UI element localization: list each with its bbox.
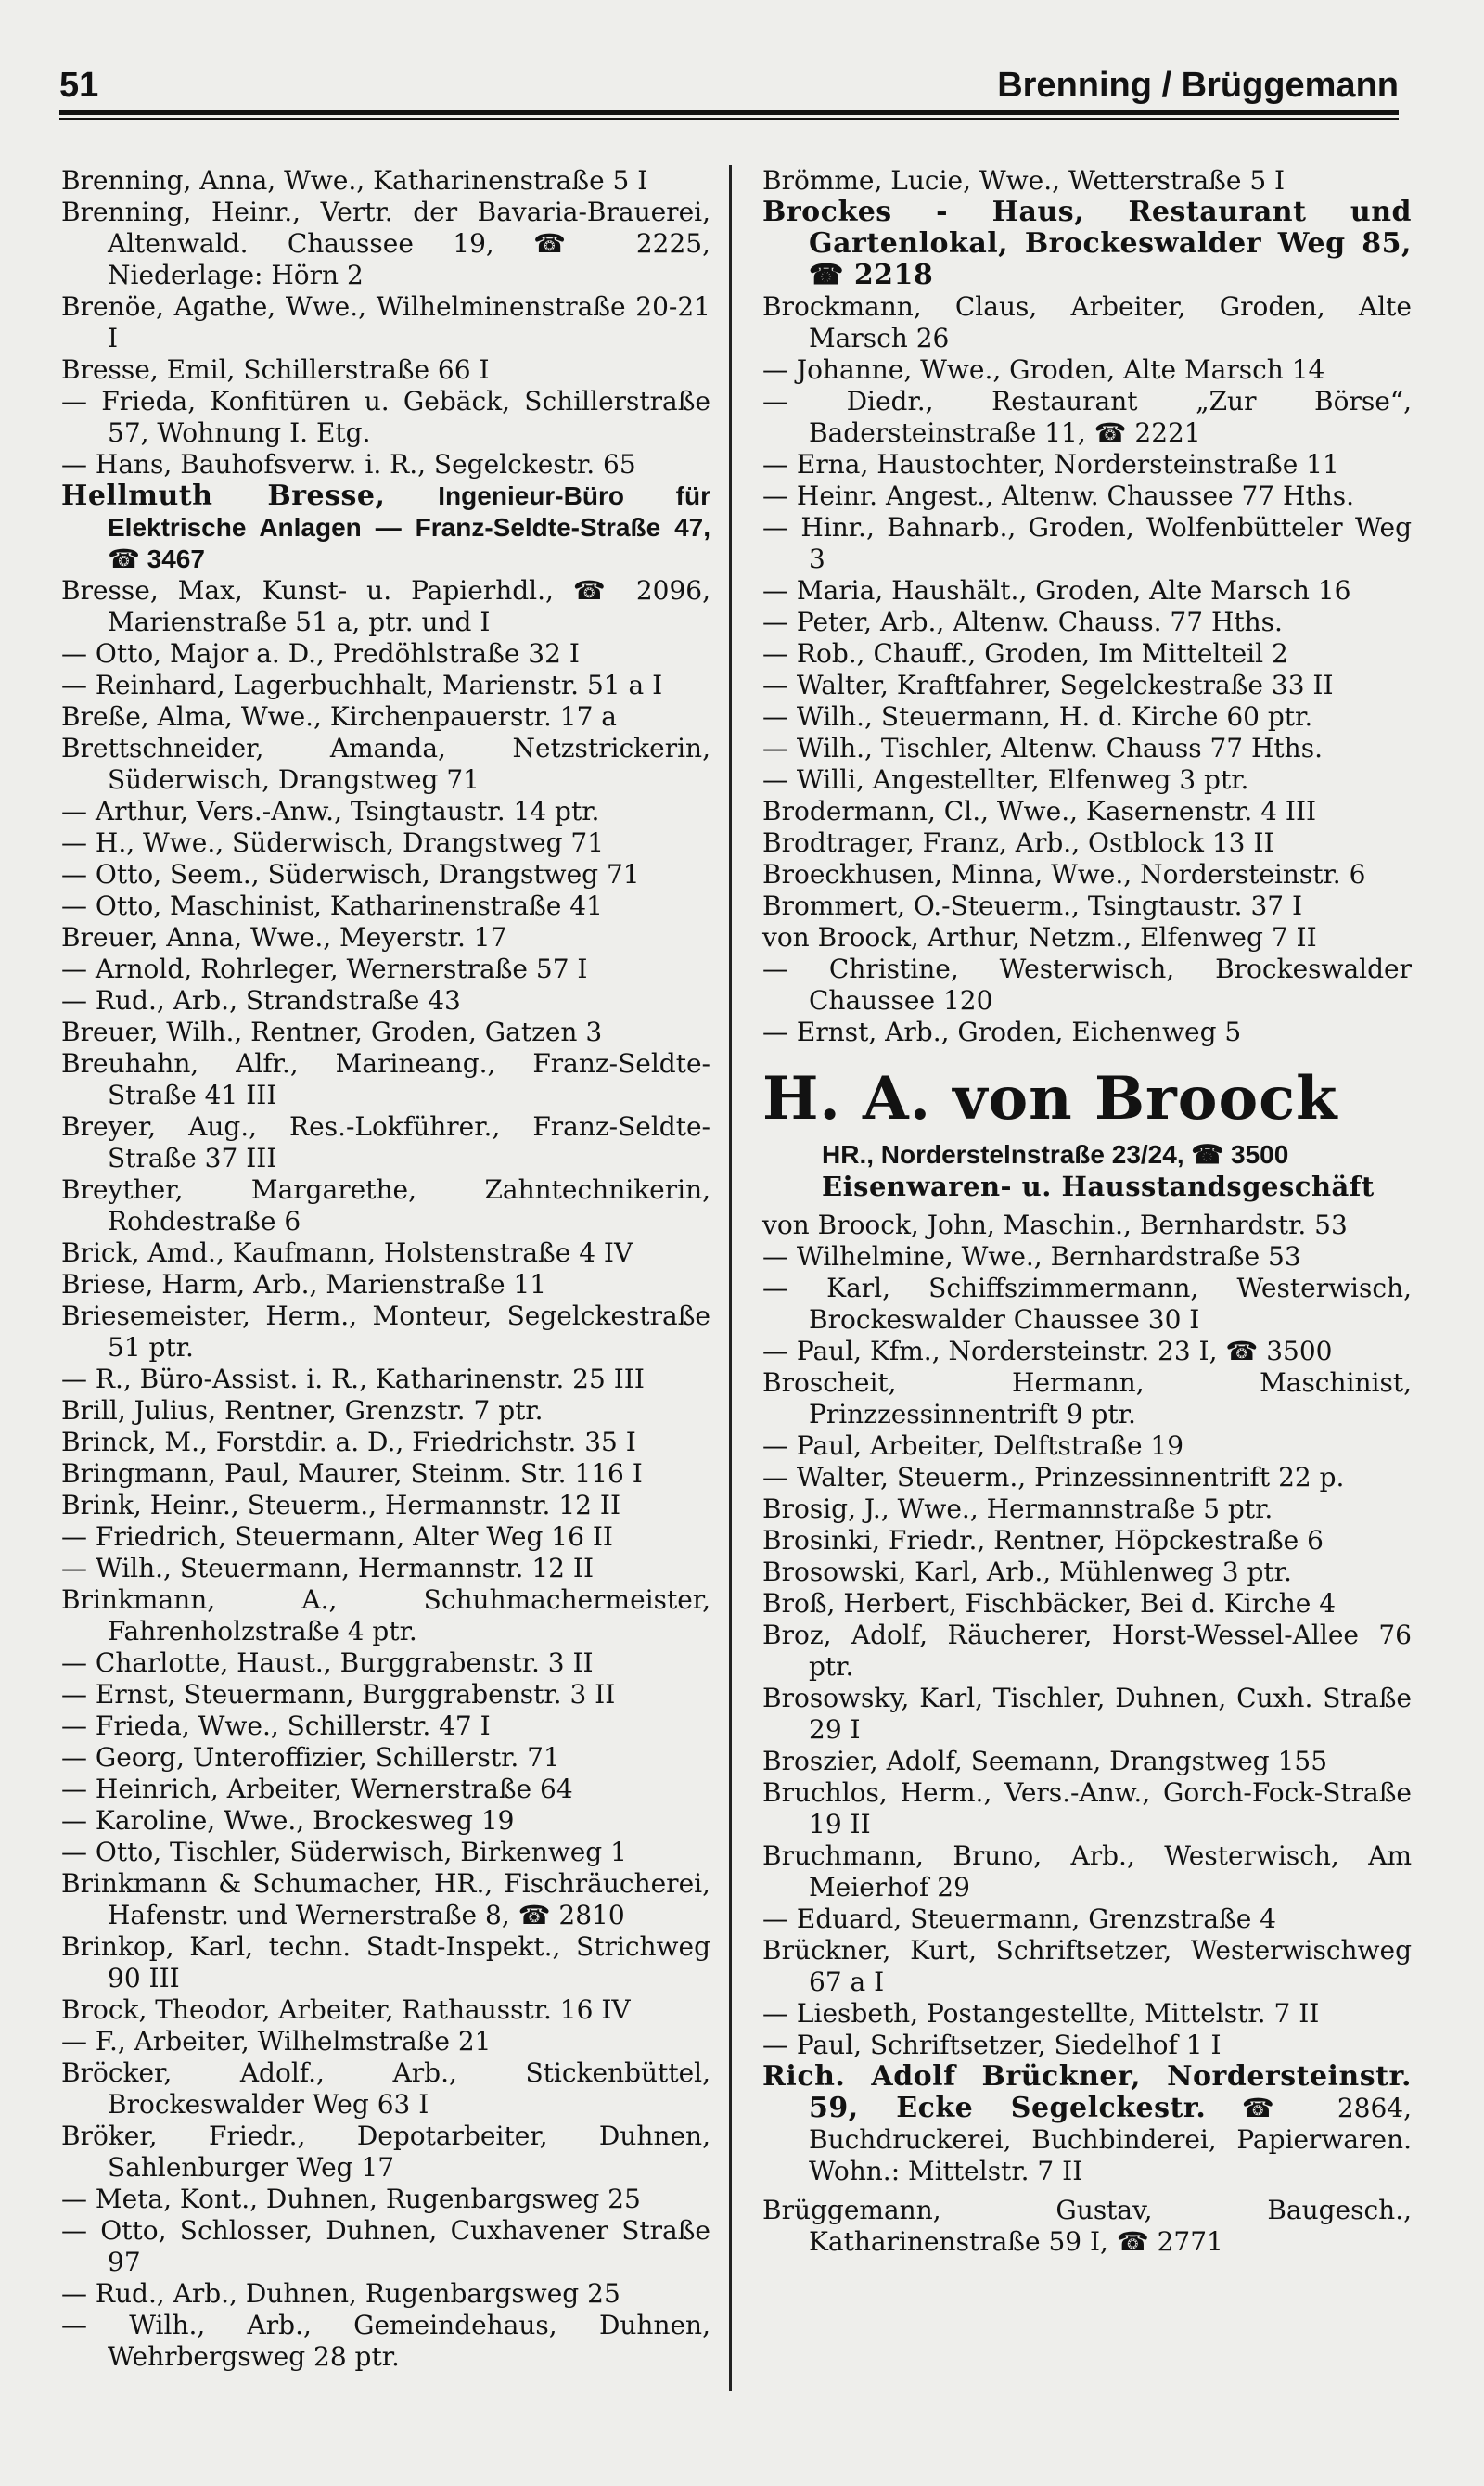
directory-entry: Brockmann, Claus, Arbeiter, Groden, Alte Marsch 26 (762, 291, 1412, 353)
directory-entry: — Heinrich, Arbeiter, Wernerstraße 64 (61, 1774, 573, 1804)
directory-entry: Brinck, M., Forstdir. a. D., Friedrichstr. 35 I (61, 1427, 636, 1457)
directory-entry: — Hans, Bauhofsverw. i. R., Segelckestr. 65 (61, 449, 636, 480)
directory-entry: von Broock, Arthur, Netzm., Elfenweg 7 II (762, 922, 1317, 953)
directory-entry: — Eduard, Steuermann, Grenzstraße 4 (762, 1903, 1276, 1934)
directory-entry: — Liesbeth, Postangestellte, Mittelstr. 7 II (762, 1998, 1320, 2029)
directory-entry: — Meta, Kont., Duhnen, Rugenbargsweg 25 (61, 2184, 641, 2214)
directory-entry: — Rob., Chauff., Groden, Im Mittelteil 2 (762, 638, 1288, 669)
directory-entry: — Karoline, Wwe., Brockesweg 19 (61, 1805, 515, 1836)
directory-entry: Broszier, Adolf, Seemann, Drangstweg 155 (762, 1746, 1328, 1776)
ad-name: Hellmuth Bresse, (61, 480, 386, 512)
ad-line-2: Eisenwaren- u. Hausstandsgeschäft (822, 1171, 1375, 1202)
ad-big-name: H. A. von Broock (762, 1064, 1338, 1134)
directory-entry: Bröker, Friedr., Depotarbeiter, Duhnen, Sahlenburger Weg 17 (61, 2121, 710, 2183)
directory-entry: Brosig, J., Wwe., Hermannstraße 5 ptr. (762, 1493, 1273, 1524)
directory-entry: — Diedr., Restaurant „Zur Börse“, Badersteinstraße 11, ☎ 2221 (762, 386, 1412, 448)
ad-text: Ingenieur-Büro für Elektrische Anlagen — Franz-Seldte-Straße 47, ☎ 3467 (108, 481, 711, 573)
directory-entry: — Frieda, Wwe., Schillerstr. 47 I (61, 1711, 491, 1741)
directory-entry: — Charlotte, Haust., Burggrabenstr. 3 II (61, 1647, 594, 1678)
directory-entry: Breuer, Wilh., Rentner, Groden, Gatzen 3 (61, 1017, 603, 1047)
directory-entry: — Frieda, Konfitüren u. Gebäck, Schillerstraße 57, Wohnung I. Etg. (61, 386, 710, 448)
directory-entry: — Paul, Arbeiter, Delftstraße 19 (762, 1430, 1184, 1461)
right-column (762, 165, 1412, 2258)
directory-entry: Brinkmann & Schumacher, HR., Fischräucherei, Hafenstr. und Wernerstraße 8, ☎ 2810 (61, 1868, 710, 1930)
directory-entry: Brommert, O.-Steuerm., Tsingtaustr. 37 I (762, 891, 1303, 921)
directory-entry: Breyther, Margarethe, Zahntechnikerin, Rohdestraße 6 (61, 1174, 710, 1237)
directory-entry: — Erna, Haustochter, Nordersteinstraße 11 (762, 449, 1339, 480)
directory-entry: — Arthur, Vers.-Anw., Tsingtaustr. 14 ptr. (61, 796, 600, 827)
directory-entry: Brink, Heinr., Steuerm., Hermannstr. 12 II (61, 1490, 621, 1520)
directory-entry: — Peter, Arb., Altenw. Chauss. 77 Hths. (762, 607, 1283, 637)
directory-entry: Breuhahn, Alfr., Marineang., Franz-Seldte-Straße 41 III (61, 1048, 710, 1110)
directory-entry: — Maria, Haushält., Groden, Alte Marsch 16 (762, 575, 1351, 606)
header-rule (59, 110, 1399, 115)
directory-entry: — Wilhelmine, Wwe., Bernhardstraße 53 (762, 1241, 1301, 1272)
ad-bold: Rich. Adolf Brückner, Nordersteinstr. 59, Ecke Segelckestr. (762, 2060, 1412, 2124)
directory-entry: Brenning, Heinr., Vertr. der Bavaria-Brauerei, Altenwald. Chaussee 19, ☎ 2225, Niederlage: Hörn 2 (61, 197, 710, 290)
directory-entry: — Georg, Unteroffizier, Schillerstr. 71 (61, 1742, 560, 1773)
directory-entry: Brosinki, Friedr., Rentner, Höpckestraße 6 (762, 1525, 1324, 1556)
directory-entry: — Johanne, Wwe., Groden, Alte Marsch 14 (762, 354, 1325, 385)
directory-entry: — Walter, Kraftfahrer, Segelckestraße 33 II (762, 670, 1334, 700)
directory-entry: von Broock, John, Maschin., Bernhardstr. 53 (762, 1210, 1348, 1240)
directory-entry: Brückner, Kurt, Schriftsetzer, Westerwischweg 67 a I (762, 1935, 1412, 1997)
directory-entry: Brinkmann, A., Schuhmachermeister, Fahrenholzstraße 4 ptr. (61, 1584, 710, 1647)
directory-entry: Bringmann, Paul, Maurer, Steinm. Str. 116 I (61, 1458, 643, 1489)
directory-entry: — Wilh., Steuermann, Hermannstr. 12 II (61, 1553, 594, 1583)
directory-entry: Broß, Herbert, Fischbäcker, Bei d. Kirche 4 (762, 1588, 1337, 1619)
directory-entry: — Reinhard, Lagerbuchhalt, Marienstr. 51 a I (61, 670, 663, 700)
directory-entry: Brodermann, Cl., Wwe., Kasernenstr. 4 III (762, 796, 1317, 827)
ad-brueckner (762, 2060, 1412, 2187)
directory-entry: Bröcker, Adolf., Arb., Stickenbüttel, Brockeswalder Weg 63 I (61, 2057, 710, 2120)
directory-entry: Brinkop, Karl, techn. Stadt-Inspekt., Strichweg 90 III (61, 1931, 710, 1993)
directory-entry: — Arnold, Rohrleger, Wernerstraße 57 I (61, 954, 588, 984)
directory-entry: Brömme, Lucie, Wwe., Wetterstraße 5 I (762, 165, 1286, 196)
directory-entry: Brill, Julius, Rentner, Grenzstr. 7 ptr. (61, 1395, 544, 1426)
directory-entry: — Karl, Schiffszimmermann, Westerwisch, Brockeswalder Chaussee 30 I (762, 1273, 1412, 1335)
directory-entry: Brettschneider, Amanda, Netzstrickerin, Süderwisch, Drangstweg 71 (61, 733, 710, 795)
directory-entry: Broeckhusen, Minna, Wwe., Nordersteinstr. 6 (762, 859, 1366, 890)
directory-entry: Briese, Harm, Arb., Marienstraße 11 (61, 1269, 547, 1300)
directory-entry: Brosowsky, Karl, Tischler, Duhnen, Cuxh. Straße 29 I (762, 1683, 1412, 1745)
directory-entry: — Wilh., Tischler, Altenw. Chauss 77 Hths. (762, 733, 1323, 763)
directory-entry: — Otto, Seem., Süderwisch, Drangstweg 71 (61, 859, 640, 890)
directory-entry: Breyer, Aug., Res.-Lokführer., Franz-Seldte-Straße 37 III (61, 1111, 710, 1173)
page-number: 51 (59, 66, 99, 105)
directory-entry: — Otto, Maschinist, Katharinenstraße 41 (61, 891, 603, 921)
directory-entry: Brock, Theodor, Arbeiter, Rathausstr. 16 IV (61, 1994, 631, 2025)
directory-entry: — Rud., Arb., Strandstraße 43 (61, 985, 461, 1016)
directory-entry: — Wilh., Arb., Gemeindehaus, Duhnen, Wehrbergsweg 28 ptr. (61, 2310, 710, 2372)
directory-entry: Brodtrager, Franz, Arb., Ostblock 13 II (762, 827, 1274, 858)
directory-entry: Breße, Alma, Wwe., Kirchenpauerstr. 17 a (61, 701, 617, 732)
ad-line-1: HR., Norderstelnstraße 23/24, ☎ 3500 (822, 1140, 1289, 1169)
directory-entry: Bresse, Max, Kunst- u. Papierhdl., ☎ 2096, Marienstraße 51 a, ptr. und I (61, 575, 710, 637)
directory-entry: Broz, Adolf, Räucherer, Horst-Wessel-Allee 76 ptr. (762, 1620, 1412, 1682)
directory-entry: — Otto, Tischler, Süderwisch, Birkenweg 1 (61, 1837, 627, 1867)
directory-entry: — Willi, Angestellter, Elfenweg 3 ptr. (762, 764, 1249, 795)
directory-entry: — Otto, Schlosser, Duhnen, Cuxhavener Straße 97 (61, 2215, 710, 2277)
directory-entry: — Friedrich, Steuermann, Alter Weg 16 II (61, 1521, 613, 1552)
directory-entry: — Paul, Schriftsetzer, Siedelhof 1 I (762, 2030, 1222, 2060)
directory-entry: — Walter, Steuerm., Prinzessinnentrift 22 p. (762, 1462, 1345, 1493)
directory-entry: — Wilh., Steuermann, H. d. Kirche 60 ptr. (762, 701, 1313, 732)
directory-entry: Brosowski, Karl, Arb., Mühlenweg 3 ptr. (762, 1557, 1292, 1587)
header-rule-thin (59, 118, 1399, 120)
directory-entry: — H., Wwe., Süderwisch, Drangstweg 71 (61, 827, 605, 858)
directory-entry: Bruchlos, Herm., Vers.-Anw., Gorch-Fock-Straße 19 II (762, 1777, 1412, 1839)
directory-entry: — Hinr., Bahnarb., Groden, Wolfenbütteler Weg 3 (762, 512, 1412, 574)
directory-entry: Breuer, Anna, Wwe., Meyerstr. 17 (61, 922, 507, 953)
directory-entry: Brick, Amd., Kaufmann, Holstenstraße 4 IV (61, 1237, 633, 1268)
directory-entry: — Ernst, Arb., Groden, Eichenweg 5 (762, 1017, 1242, 1047)
directory-entry: Brüggemann, Gustav, Baugesch., Katharinenstraße 59 I, ☎ 2771 (762, 2195, 1412, 2257)
directory-entry: — Heinr. Angest., Altenw. Chaussee 77 Hths. (762, 481, 1354, 511)
directory-entry: — F., Arbeiter, Wilhelmstraße 21 (61, 2026, 492, 2057)
directory-entry: — R., Büro-Assist. i. R., Katharinenstr. 25 III (61, 1364, 645, 1394)
directory-entry: — Ernst, Steuermann, Burggrabenstr. 3 II (61, 1679, 616, 1710)
ad-rest: ☎ 2864, Buchdruckerei, Buchbinderei, Papierwaren. Wohn.: Mittelstr. 7 II (809, 2093, 1412, 2186)
directory-entry: Brenöe, Agathe, Wwe., Wilhelminenstraße 20-21 I (61, 291, 710, 353)
directory-entry: — Christine, Westerwisch, Brockeswalder Chaussee 120 (762, 954, 1412, 1016)
column-separator (729, 165, 732, 2391)
running-title: Brenning / Brüggemann (997, 66, 1399, 105)
left-column (61, 165, 710, 2373)
directory-entry: — Paul, Kfm., Nordersteinstr. 23 I, ☎ 3500 (762, 1336, 1333, 1366)
ad-brockes-haus: Brockes - Haus, Restaurant und Gartenlokal, Brockeswalder Weg 85, ☎ 2218 (762, 196, 1412, 291)
page-header (59, 59, 1399, 106)
directory-entry: — Rud., Arb., Duhnen, Rugenbargsweg 25 (61, 2278, 620, 2309)
directory-entry: Bresse, Emil, Schillerstraße 66 I (61, 354, 490, 385)
directory-entry: Broscheit, Hermann, Maschinist, Prinzzessinnentrift 9 ptr. (762, 1367, 1412, 1429)
ad-von-broock (762, 1063, 1412, 1202)
directory-entry: — Otto, Major a. D., Predöhlstraße 32 I (61, 638, 580, 669)
directory-entry: Brenning, Anna, Wwe., Katharinenstraße 5 I (61, 165, 648, 196)
directory-entry: Briesemeister, Herm., Monteur, Segelckestraße 51 ptr. (61, 1301, 710, 1363)
directory-entry: Bruchmann, Bruno, Arb., Westerwisch, Am Meierhof 29 (762, 1840, 1412, 1903)
ad-hellmuth-bresse (61, 480, 711, 575)
